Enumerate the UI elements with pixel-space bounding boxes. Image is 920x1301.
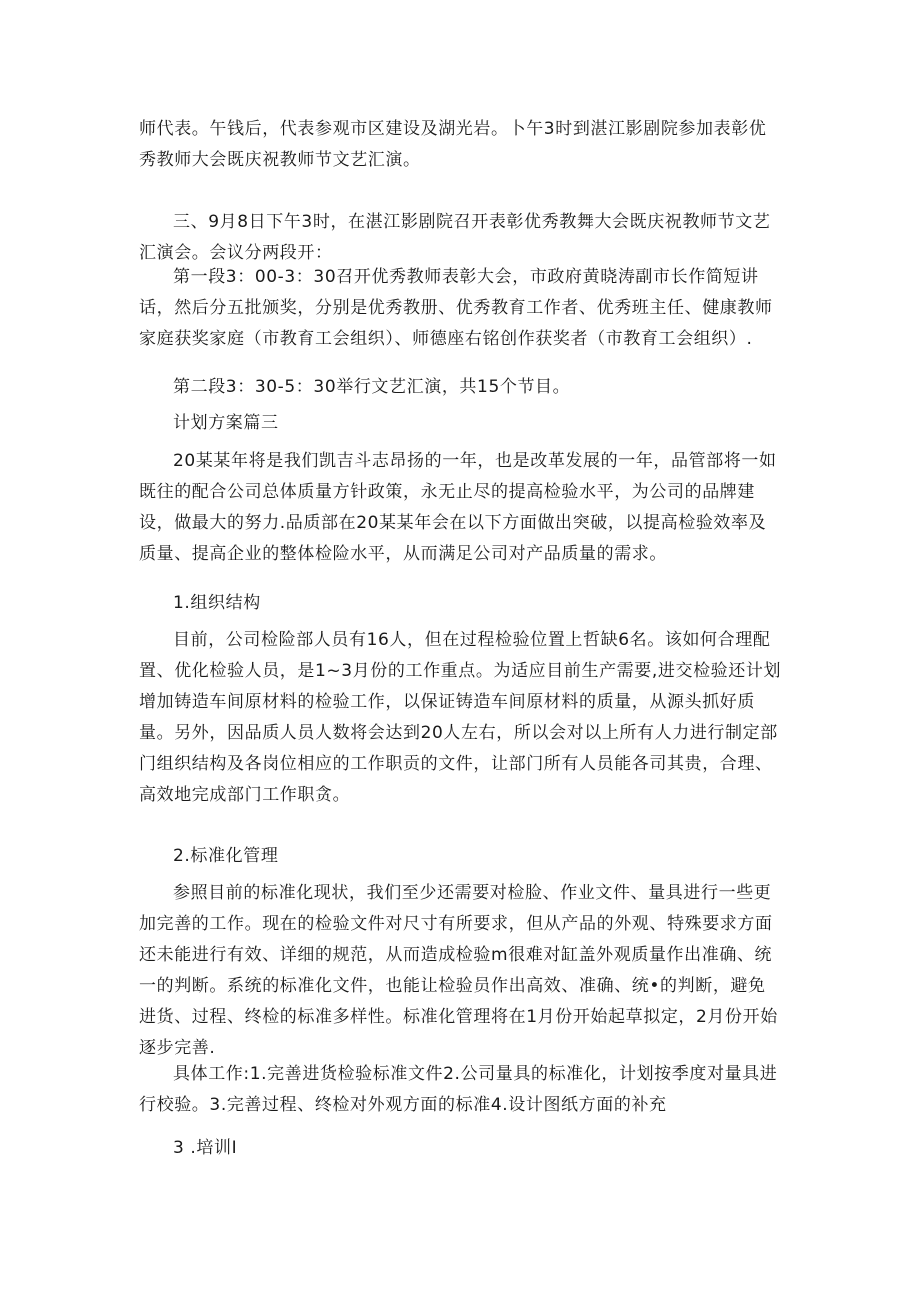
- paragraph-1: 师代表。午钱后，代表参观市区建设及湖光岩。卜午3时到湛江影剧院参加表彰优秀教师大会既庆祝教师节文艺汇演。: [139, 119, 767, 170]
- section-title: 计划方案篇三: [173, 413, 279, 433]
- paragraph-6: 目前，公司检险部人员有16人，但在过程检验位置上哲缺6名。该如何合理配置、优化检验人员，是1~3月份的工作重点。为适应目前生产需要,进交检验还计划增加铸造车间原材料的检验工作，以保证铸造车间原材料的质量，从源头抓好质量。另外，因品质人员人数将会达到20人左右，所以会对以上所有人力进行制定部门组织结构及各岗位相应的工作职贡的文件，让部门所有人员能各司其贵，合理、高效地完成部门工作职贪。: [139, 630, 782, 805]
- subheading-3: 3 .培训I: [173, 1138, 238, 1158]
- paragraph-4: 第二段3：30-5：30举行文艺汇演，共15个节目。: [173, 377, 571, 397]
- paragraph-3: 第一段3：00-3：30召开优秀教师表彰大会，市政府黄晓涛副市长作简短讲话，然后分五批颁奖，分别是优秀教册、优秀教育工作者、优秀班主任、健康教师家庭获奖家庭（市教育工会组织）、师德座右铭创作获奖者（市教育工会组织）.: [139, 267, 773, 349]
- subheading-2: 2.标准化管理: [173, 846, 279, 866]
- paragraph-8: 具体工作:1.完善进货检验标准文件2.公司量具的标准化，计划按季度对量具进行校验。3.完善过程、终检对外观方面的标准4.设计图纸方面的补充: [139, 1064, 778, 1115]
- paragraph-7: 参照目前的标准化现状，我们至少还需要对检脸、作业文件、量具进行一些更加完善的工作。现在的检验文件对尺寸有所要求，但从产品的外观、特殊要求方面还未能进行有效、详细的规范，从而造成检验m很难对缸盖外观质量作出准确、统一的判断。系统的标准化文件，也能让检验员作出高效、准确、统•的判断，避免进货、过程、终检的标准多样性。标准化管理将在1月份开始起草拟定，2月份开始逐步完善.: [139, 883, 778, 1058]
- paragraph-2: 三、9月8日下午3时，在湛江影剧院召开表彰优秀教舞大会既庆祝教师节文艺汇演会。会议分两段开：: [139, 212, 771, 263]
- paragraph-5: 20某某年将是我们凯吉斗志昂扬的一年，也是改革发展的一年，品管部将一如既往的配合公司总体质量方针政策，永无止尽的提高检验水平，为公司的品牌建设，做最大的努力.品质部在20某某年会在以下方面做出突破，以提高检验效率及质量、提高企业的整体检险水平，从而满足公司对产品质量的需求。: [139, 451, 777, 564]
- subheading-1: 1.组织结构: [173, 593, 261, 613]
